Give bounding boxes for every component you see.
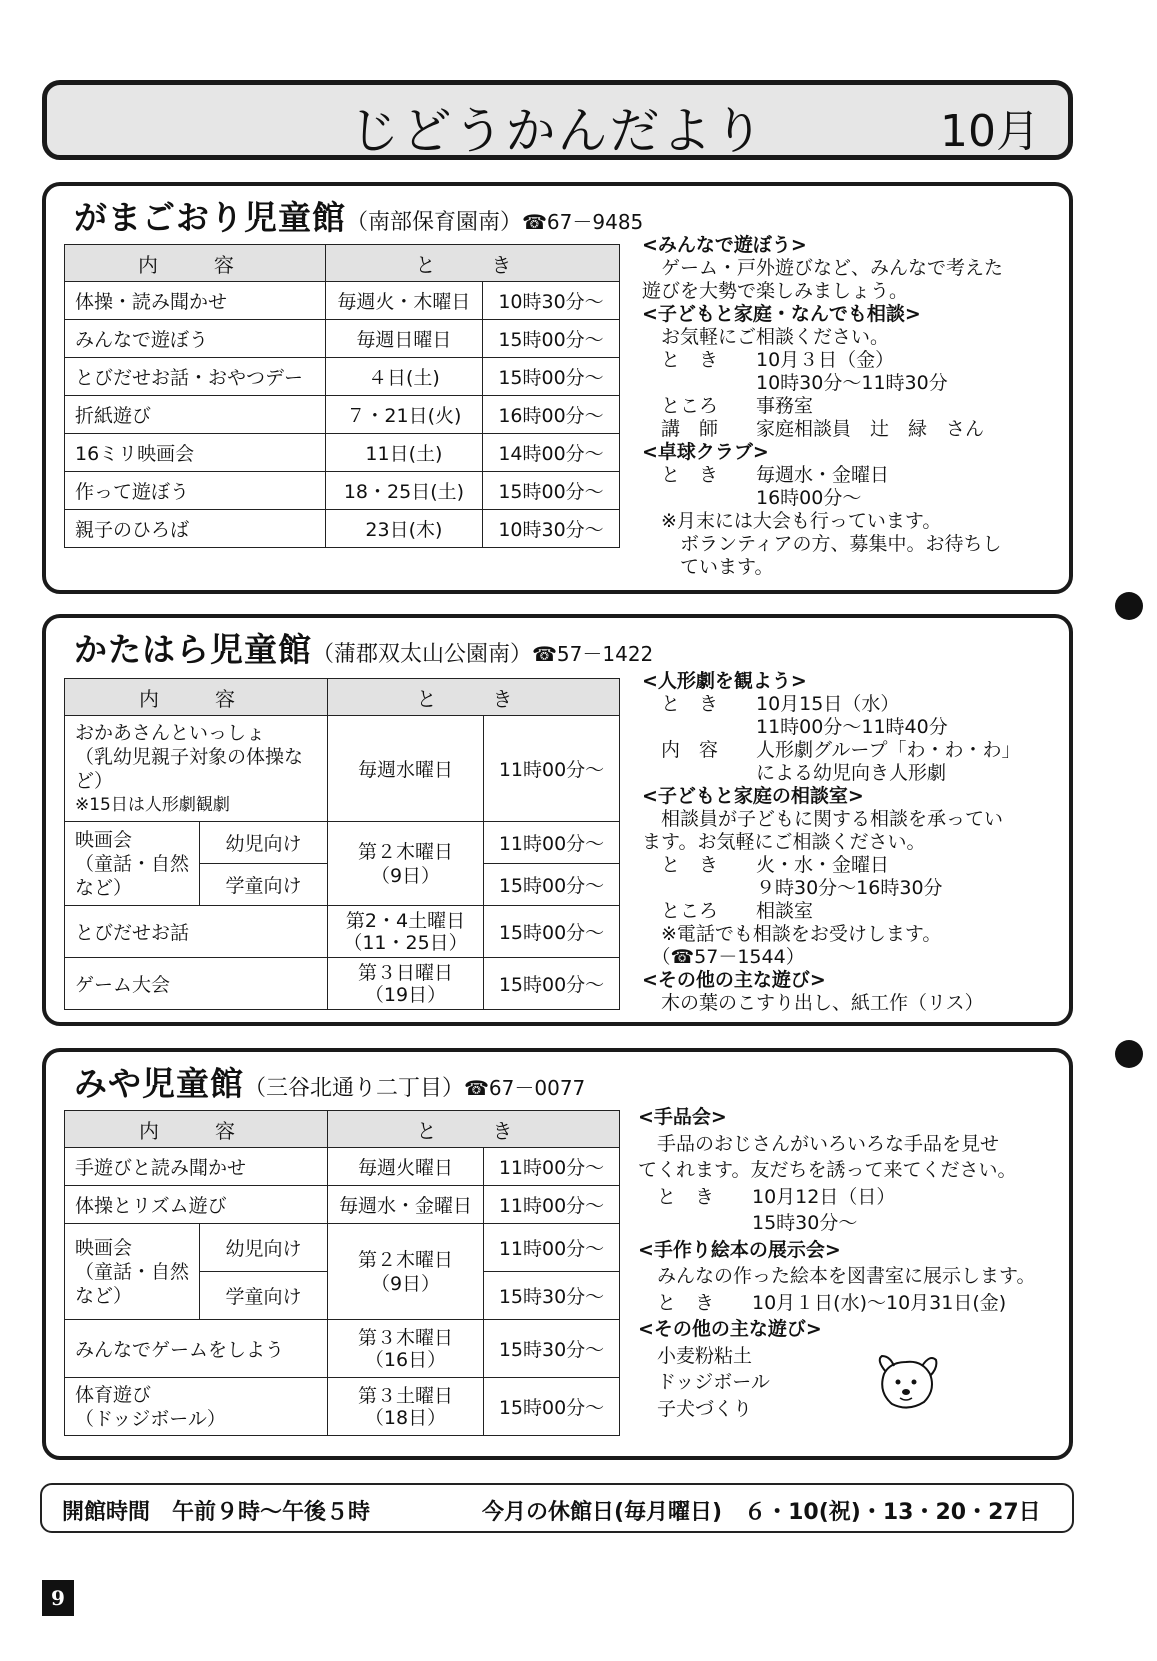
note-heading: <子どもと家庭の相談室>	[642, 785, 864, 807]
note-heading: <その他の主な遊び>	[638, 1318, 822, 1340]
time-cell: 15時00分～	[483, 358, 620, 396]
table-row: 学童向け 15時30分～	[65, 1272, 620, 1320]
note-line: と き 毎週水・金曜日	[642, 464, 890, 486]
note-line: 内 容 人形劇グループ「わ・わ・わ」	[642, 739, 1021, 761]
binder-hole	[1115, 1040, 1143, 1068]
note-line: 相談員が子どもに関する相談を承ってい	[642, 808, 1004, 830]
day-cell: ４日(土)	[325, 358, 482, 396]
note-line: と き 10月３日（金）	[642, 349, 895, 371]
note-line: ます。お気軽にご相談ください。	[642, 831, 926, 853]
table-row	[65, 472, 620, 510]
table-row	[65, 396, 620, 434]
activity-cell: 体操・読み聞かせ	[65, 282, 326, 320]
section-katahara	[42, 614, 1073, 1026]
note-line: 手品のおじさんがいろいろな手品を見せ	[638, 1132, 1000, 1155]
note-line: ています。	[642, 556, 774, 578]
note-line: と き 10月１日(水)～10月31日(金)	[638, 1291, 1007, 1314]
note-heading: <手作り絵本の展示会>	[638, 1238, 841, 1261]
notes-column	[642, 670, 1020, 1015]
note-line: ゲーム・戸外遊びなど、みんなで考えた	[642, 257, 1004, 279]
note-line: みんなの作った絵本を図書室に展示します。	[638, 1265, 1036, 1287]
note-line: ドッジボール	[638, 1371, 770, 1393]
table-row: 学童向け 15時00分～	[65, 864, 620, 906]
note-line: 16時00分～	[642, 487, 862, 509]
table-row: 手遊びと読み聞かせ 毎週火曜日 11時00分～	[65, 1148, 620, 1186]
note-line: ※月末には大会も行っています。	[642, 510, 942, 532]
day-cell: 23日(木)	[325, 510, 482, 548]
table-row	[65, 434, 620, 472]
note-line: と き 10月15日（水）	[642, 693, 900, 715]
note-line: による幼児向き人形劇	[642, 762, 947, 784]
binder-hole	[1115, 592, 1143, 620]
note-line: 講 師 家庭相談員 辻 緑 さん	[642, 418, 985, 440]
notes-column	[638, 1104, 1035, 1422]
dog-icon	[874, 1352, 938, 1412]
note-heading: <その他の主な遊び>	[642, 969, 826, 991]
note-heading: <卓球クラブ>	[642, 441, 769, 463]
note-line: お気軽にご相談ください。	[642, 326, 890, 348]
time-cell: 10時30分～	[483, 282, 620, 320]
note-line: （☎57－1544）	[642, 946, 805, 968]
table-row: おかあさんといっしょ （乳幼児親子対象の体操など） ※15日は人形劇観劇 毎週水曜日 11時00分～	[65, 716, 620, 822]
note-line: ボランティアの方、募集中。お待ちし	[642, 533, 1002, 555]
footer-bar	[40, 1483, 1074, 1533]
table-row: 映画会 （童話・自然 など） 幼児向け 第２木曜日 （9日） 11時00分～	[65, 1224, 620, 1272]
schedule-table: 内 容 と き おかあさんといっしょ （乳幼児親子対象の体操など） ※15日は人形劇観劇 毎週水曜日 11時00分～ 映画会 （童話・自然 など） 幼児向け 第２木曜日 （9日） 11時00分～ 学童向け 15時00分～ とびだせお話 第2・4土曜日 （11・25日） 15時00分～ ゲーム大会 第３日曜日 （19日） 15時00分～	[64, 678, 620, 1010]
note-heading: <子どもと家庭・なんでも相談>	[642, 303, 921, 325]
table-row: ゲーム大会 第３日曜日 （19日） 15時00分～	[65, 958, 620, 1010]
activity-cell: 親子のひろば	[65, 510, 326, 548]
day-cell: 11日(土)	[325, 434, 482, 472]
table-row	[65, 510, 620, 548]
table-row: みんなでゲームをしよう 第３木曜日 （16日） 15時30分～	[65, 1320, 620, 1378]
section-heading: かたはら児童館（蒲郡双太山公園南）☎57－1422	[74, 630, 654, 669]
note-line: と き 火・水・金曜日	[642, 854, 890, 876]
note-line: 11時00分～11時40分	[642, 716, 948, 738]
time-cell: 15時00分～	[483, 320, 620, 358]
time-cell: 16時00分～	[483, 396, 620, 434]
activity-cell: とびだせお話・おやつデー	[65, 358, 326, 396]
activity-cell: みんなで遊ぼう	[65, 320, 326, 358]
schedule-table: 内 容 と き 体操・読み聞かせ 毎週火・木曜日 10時30分～ みんなで遊ぼう 毎週日曜日 15時00分～ とびだせお話・おやつデー ４日(土) 15時00分～ 折紙遊び ７・21日(火) 16時00分～ 16ミリ映画会 11日(土) 14時00分～ 作って遊ぼう 18・25日(土) 15時00分～ 親子のひろば 23日(木) 10時30分～	[64, 244, 620, 548]
time-cell: 10時30分～	[483, 510, 620, 548]
day-cell: ７・21日(火)	[325, 396, 482, 434]
note-heading: <みんなで遊ぼう>	[642, 234, 807, 256]
table-row: 映画会 （童話・自然 など） 幼児向け 第２木曜日 （9日） 11時00分～	[65, 822, 620, 864]
table-row	[65, 320, 620, 358]
activity-cell: 作って遊ぼう	[65, 472, 326, 510]
note-line: と き 10月12日（日）	[638, 1185, 896, 1208]
note-line: 小麦粉粘土	[638, 1344, 753, 1367]
title-banner	[42, 80, 1073, 160]
note-line: ところ 相談室	[642, 900, 814, 922]
section-miya	[42, 1048, 1073, 1460]
page-month: 10月	[940, 106, 1040, 157]
table-row	[65, 282, 620, 320]
note-line: 10時30分～11時30分	[642, 372, 948, 394]
activity-cell: 折紙遊び	[65, 396, 326, 434]
activity-cell: 16ミリ映画会	[65, 434, 326, 472]
table-row	[65, 358, 620, 396]
note-line: 15時30分～	[638, 1212, 858, 1234]
note-line: てくれます。友だちを誘って来てください。	[638, 1159, 1017, 1181]
day-cell: 毎週火・木曜日	[325, 282, 482, 320]
note-line: 子犬づくり	[638, 1397, 753, 1420]
note-line: ところ 事務室	[642, 395, 814, 417]
day-cell: 18・25日(土)	[325, 472, 482, 510]
page-title: じどうかんだより	[349, 102, 766, 160]
section-gamagori	[42, 182, 1073, 594]
schedule-table: 内 容 と き 手遊びと読み聞かせ 毎週火曜日 11時00分～ 体操とリズム遊び 毎週水・金曜日 11時00分～ 映画会 （童話・自然 など） 幼児向け 第２木曜日 （9日） 11時00分～ 学童向け 15時30分～ みんなでゲームをしよう 第３木曜日 （16日） 15時30分～ 体育遊び （ドッジボール） 第３土曜日 （18日） 15時00分～	[64, 1110, 620, 1436]
note-heading: <手品会>	[638, 1106, 727, 1128]
note-line: ※電話でも相談をお受けします。	[642, 923, 942, 945]
note-line: 遊びを大勢で楽しみましょう。	[642, 280, 909, 302]
day-cell: 毎週日曜日	[325, 320, 482, 358]
notes-column	[642, 234, 1003, 579]
page-number: 9	[42, 1580, 74, 1616]
table-row: 体操とリズム遊び 毎週水・金曜日 11時00分～	[65, 1186, 620, 1224]
section-heading: みや児童館（三谷北通り二丁目）☎67－0077	[74, 1064, 586, 1103]
table-row: とびだせお話 第2・4土曜日 （11・25日） 15時00分～	[65, 906, 620, 958]
closed-days: 今月の休館日(毎月曜日) ６・10(祝)・13・20・27日	[482, 1500, 1041, 1525]
time-cell: 14時00分～	[483, 434, 620, 472]
note-line: ９時30分～16時30分	[642, 877, 943, 899]
opening-hours: 開館時間 午前９時～午後５時	[62, 1500, 371, 1525]
note-line: 木の葉のこすり出し、紙工作（リス）	[642, 992, 984, 1014]
time-cell: 15時00分～	[483, 472, 620, 510]
section-heading: がまごおり児童館（南部保育園南）☎67－9485	[74, 198, 644, 237]
note-heading: <人形劇を観よう>	[642, 670, 807, 692]
table-row: 体育遊び （ドッジボール） 第３土曜日 （18日） 15時00分～	[65, 1378, 620, 1436]
